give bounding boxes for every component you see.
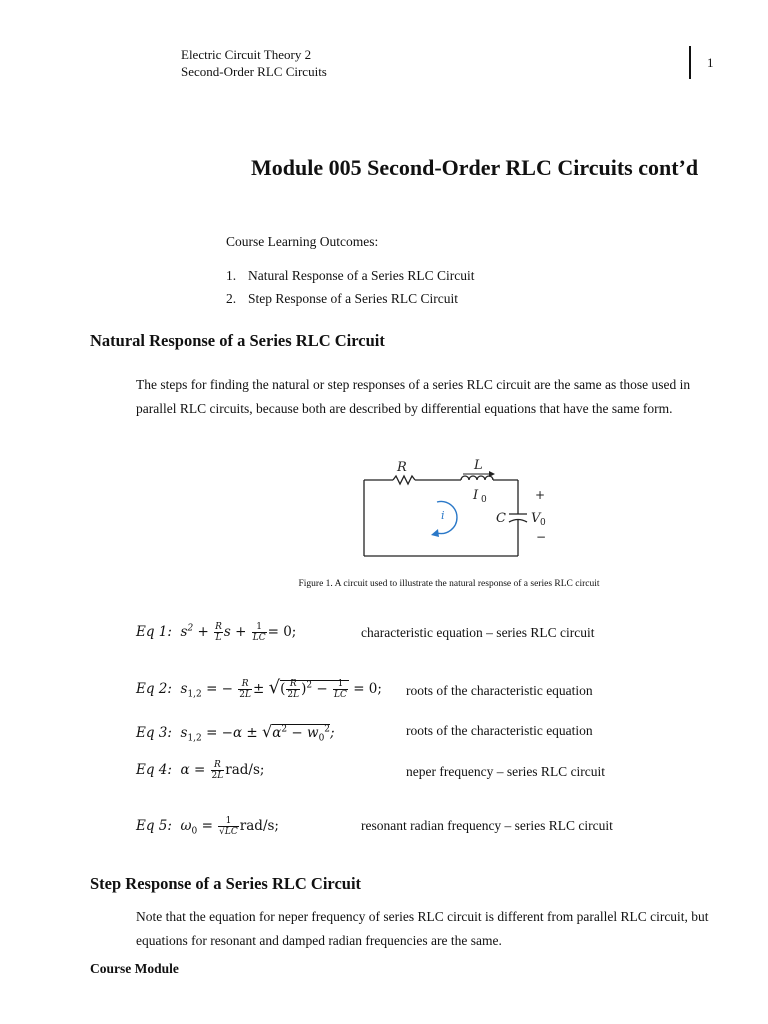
label-v0: V <box>531 511 541 526</box>
equation-3-description: roots of the characteristic equation <box>406 723 593 738</box>
paragraph-step: Note that the equation for neper frequency of series RLC circuit is different from parallel RLC circuit, but equations for resonant and damped radian frequencies are the same. <box>136 909 709 948</box>
footer-label: Course Module <box>90 961 179 976</box>
equation-2-description: roots of the characteristic equation <box>406 683 593 698</box>
equation-2: Eq 2: $s_{1,2}$ = − $\frac{R}{2L}$ ± √( $\frac{R}{2L}$ )$^2$ − $\frac{1}{LC}$ = 0; <box>136 677 382 700</box>
label-r: R <box>397 460 407 475</box>
rlc-circuit-figure <box>355 455 555 565</box>
label-loop-current: i <box>441 509 445 522</box>
label-i0-sub: 0 <box>481 495 487 505</box>
page-title: Module 005 Second-Order RLC Circuits cont’d <box>251 155 699 180</box>
equation-3: Eq 3: $s_{1,2} = -\alpha \pm √\alpha^2 - w_0^2$; <box>136 722 335 744</box>
label-l: L <box>474 458 483 473</box>
label-minus: − <box>536 530 547 544</box>
outcomes-list <box>226 264 474 310</box>
outcomes-heading: Course Learning Outcomes: <box>226 234 379 249</box>
list-item: 1. Natural Response of a Series RLC Circuit <box>226 268 475 283</box>
page-number: 1 <box>707 55 714 70</box>
equation-4: Eq 4: α = $\frac{R}{2L}$ rad/s; <box>136 760 265 781</box>
label-i0: I <box>473 488 479 503</box>
equation-5-description: resonant radian frequency – series RLC circuit <box>361 818 613 833</box>
equation-5: Eq 5: $\omega_0$ = $\frac{1}{√LC}$ rad/s; <box>136 816 279 837</box>
header-course: Electric Circuit Theory 2 <box>181 47 312 62</box>
figure-caption: Figure 1. A circuit used to illustrate the natural response of a series RLC circuit <box>298 579 600 589</box>
label-c: C <box>496 511 506 526</box>
equation-4-description: neper frequency – series RLC circuit <box>406 764 606 779</box>
equation-1-description: characteristic equation – series RLC circuit <box>361 625 595 640</box>
list-item: 2. Step Response of a Series RLC Circuit <box>226 291 458 306</box>
label-v0-sub: 0 <box>540 518 546 528</box>
section-heading-natural: Natural Response of a Series RLC Circuit <box>90 331 385 350</box>
running-header <box>181 46 327 80</box>
section-heading-step: Step Response of a Series RLC Circuit <box>90 874 362 893</box>
equation-1: Eq 1: $s^2$ + $\frac{R}{L}$ s + $\frac{1}{LC}$ = 0; <box>136 622 297 643</box>
label-plus: + <box>535 488 546 502</box>
header-divider <box>689 46 691 79</box>
paragraph-natural: The steps for finding the natural or step responses of a series RLC circuit are the same as those used in parallel RLC circuits, because both are described by differential equations that have the same form. <box>136 377 691 416</box>
header-topic: Second-Order RLC Circuits <box>181 64 327 79</box>
